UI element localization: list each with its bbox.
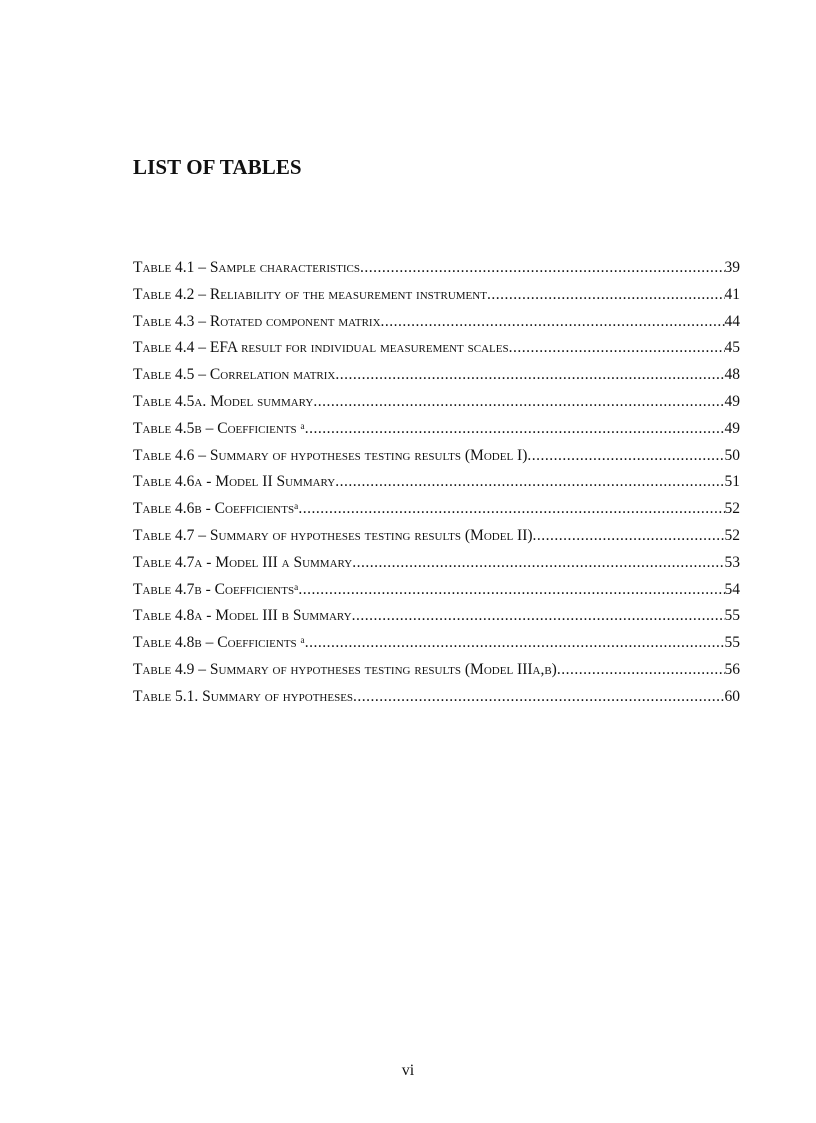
toc-entry[interactable] bbox=[133, 393, 740, 420]
toc-entry-page: 44 bbox=[724, 312, 740, 330]
toc-entry[interactable] bbox=[133, 554, 740, 581]
toc-entry-page: 55 bbox=[724, 634, 740, 652]
toc-entry[interactable] bbox=[133, 688, 740, 715]
dot-leader bbox=[305, 634, 725, 652]
page-number: vi bbox=[401, 1062, 415, 1079]
toc-entry-page: 56 bbox=[724, 660, 740, 678]
toc-entry[interactable] bbox=[133, 607, 740, 634]
toc-entry-title: Table 5.1. Summary of hypotheses bbox=[133, 687, 354, 705]
dot-leader bbox=[487, 286, 725, 304]
toc-entry-title: Table 4.6 – Summary of hypotheses testing results (Model I) bbox=[133, 446, 528, 464]
toc-entry[interactable] bbox=[133, 661, 740, 688]
toc-entry-title: Table 4.5 – Correlation matrix bbox=[133, 366, 336, 384]
toc-entry-page: 49 bbox=[724, 392, 740, 410]
toc-entry[interactable] bbox=[133, 581, 740, 608]
dot-leader bbox=[335, 473, 724, 491]
toc-entry[interactable] bbox=[133, 473, 740, 500]
dot-leader bbox=[335, 366, 724, 384]
toc-entry-title: Table 4.7 – Summary of hypotheses testing results (Model II) bbox=[133, 526, 533, 544]
dot-leader bbox=[352, 554, 724, 572]
toc-entry-page: 45 bbox=[724, 339, 740, 357]
toc-entry-title: Table 4.3 – Rotated component matrix bbox=[133, 312, 381, 330]
dot-leader bbox=[352, 607, 725, 625]
dot-leader bbox=[305, 420, 725, 438]
toc-entry-title: Table 4.9 – Summary of hypotheses testing results (Model IIIa,b) bbox=[133, 660, 557, 678]
toc-entry-title: Table 4.1 – Sample characteristics bbox=[133, 259, 360, 276]
dot-leader bbox=[298, 500, 724, 518]
toc-entry-page: 41 bbox=[724, 285, 740, 303]
toc-entry[interactable] bbox=[133, 313, 740, 340]
toc-entry-title: Table 4.6b - Coefficientsᵃ bbox=[133, 500, 299, 518]
toc-entry-page: 52 bbox=[724, 500, 740, 518]
table-of-tables-list bbox=[133, 259, 740, 715]
toc-entry[interactable] bbox=[133, 339, 740, 366]
toc-entry-page: 51 bbox=[724, 473, 740, 491]
toc-entry-page: 53 bbox=[724, 553, 740, 571]
toc-entry-title: Table 4.7a - Model III a Summary bbox=[133, 553, 353, 571]
dot-leader bbox=[533, 527, 725, 545]
toc-entry-title: Table 4.8b – Coefficients ᵃ bbox=[133, 634, 305, 652]
dot-leader bbox=[509, 339, 725, 357]
toc-entry[interactable] bbox=[133, 366, 740, 393]
toc-entry-title: Table 4.8a - Model III b Summary bbox=[133, 607, 352, 625]
toc-entry-title: Table 4.4 – EFA result for individual measurement scales bbox=[133, 339, 509, 357]
toc-entry-page: 52 bbox=[724, 526, 740, 544]
toc-entry-title: Table 4.7b - Coefficientsᵃ bbox=[133, 580, 299, 598]
toc-entry[interactable] bbox=[133, 286, 740, 313]
toc-entry[interactable] bbox=[133, 420, 740, 447]
toc-entry-page: 55 bbox=[724, 607, 740, 625]
toc-entry[interactable] bbox=[133, 447, 740, 474]
toc-entry-title: Table 4.5b – Coefficients ᵃ bbox=[133, 419, 305, 437]
dot-leader bbox=[360, 259, 725, 277]
toc-entry-page: 60 bbox=[724, 687, 740, 705]
toc-entry[interactable] bbox=[133, 634, 740, 661]
toc-entry[interactable] bbox=[133, 527, 740, 554]
dot-leader bbox=[381, 313, 725, 331]
toc-entry-page: 49 bbox=[724, 419, 740, 437]
toc-entry-title: Table 4.6a - Model II Summary bbox=[133, 473, 336, 491]
toc-entry[interactable] bbox=[133, 259, 740, 286]
toc-entry[interactable] bbox=[133, 500, 740, 527]
toc-entry-page: 54 bbox=[724, 580, 740, 598]
dot-leader bbox=[527, 447, 724, 465]
dot-leader bbox=[298, 581, 724, 599]
dot-leader bbox=[557, 661, 725, 679]
dot-leader bbox=[313, 393, 724, 411]
toc-entry-title: Table 4.2 – Reliability of the measurement instrument bbox=[133, 285, 487, 303]
toc-entry-page: 39 bbox=[724, 259, 740, 276]
page-title: LIST OF TABLES bbox=[133, 155, 302, 179]
toc-entry-page: 48 bbox=[724, 366, 740, 384]
dot-leader bbox=[353, 688, 724, 706]
toc-entry-title: Table 4.5a. Model summary bbox=[133, 392, 314, 410]
toc-entry-page: 50 bbox=[724, 446, 740, 464]
